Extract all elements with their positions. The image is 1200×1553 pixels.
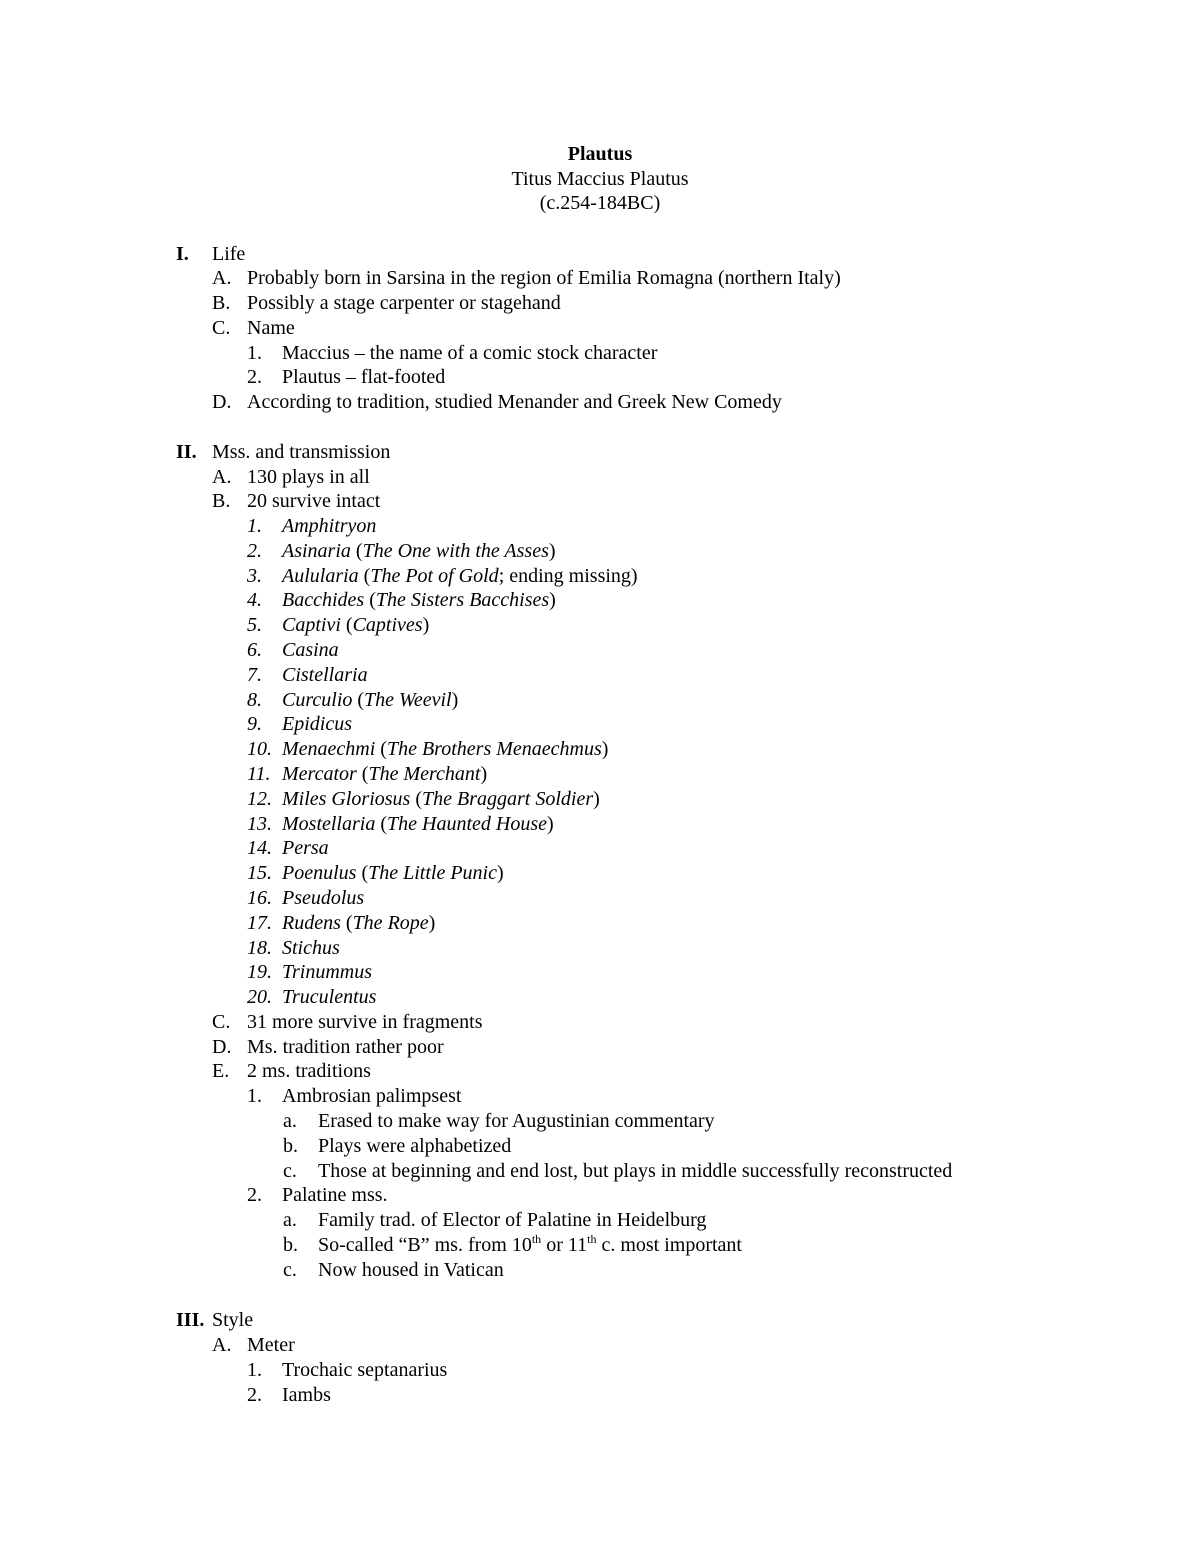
paren-open: ( — [356, 763, 369, 785]
play-number: 1. — [247, 515, 262, 537]
item-text — [318, 1233, 742, 1258]
play-translation: Captives — [352, 614, 423, 636]
item-text: Trochaic septanarius — [282, 1359, 448, 1381]
heading-text: Style — [212, 1309, 254, 1331]
play-title: Persa — [282, 837, 329, 859]
paren-close: ) — [601, 738, 609, 760]
item-label: A. — [212, 267, 232, 289]
play-number: 4. — [247, 589, 262, 611]
paren-open: ( — [358, 565, 371, 587]
ordinal-suffix: th — [587, 1232, 597, 1246]
play-text — [282, 861, 504, 886]
play-title: Curculio — [282, 689, 353, 711]
text-part: or 11 — [541, 1234, 588, 1256]
heading-text: Mss. and transmission — [212, 441, 391, 463]
item-text: 130 plays in all — [247, 466, 370, 488]
play-title: Cistellaria — [282, 664, 368, 686]
play-number: 11. — [247, 763, 271, 785]
play-title: Rudens — [282, 912, 341, 934]
play-number: 5. — [247, 614, 262, 636]
document-dates: (c.254-184BC) — [539, 192, 661, 214]
item-label: B. — [212, 490, 231, 512]
play-translation: The Merchant — [368, 763, 481, 785]
play-number: 9. — [247, 713, 262, 735]
paren-open: ( — [350, 540, 363, 562]
paren-open: ( — [356, 862, 369, 884]
paren-open: ( — [410, 788, 423, 810]
play-number: 12. — [247, 788, 272, 810]
play-number: 17. — [247, 912, 272, 934]
play-number: 14. — [247, 837, 272, 859]
item-text: Family trad. of Elector of Palatine in Heidelburg — [318, 1209, 707, 1231]
item-label: D. — [212, 391, 232, 413]
play-text — [282, 613, 429, 638]
roman-numeral: III. — [176, 1309, 205, 1331]
play-title: Epidicus — [282, 713, 352, 735]
play-text — [282, 688, 458, 713]
item-text: Possibly a stage carpenter or stagehand — [247, 292, 561, 314]
play-text — [282, 936, 340, 961]
play-text — [282, 588, 556, 613]
item-text: Now housed in Vatican — [318, 1259, 504, 1281]
item-label: A. — [212, 1334, 232, 1356]
item-text: Plays were alphabetized — [318, 1135, 512, 1157]
play-number: 6. — [247, 639, 262, 661]
item-label: 2. — [247, 1184, 262, 1206]
play-title: Mercator — [282, 763, 357, 785]
paren-close: ) — [548, 540, 556, 562]
paren-close: ) — [451, 689, 459, 711]
play-title: Trinummus — [282, 961, 373, 983]
paren-open: ( — [340, 912, 353, 934]
play-text — [282, 663, 368, 688]
item-label: 2. — [247, 366, 262, 388]
item-label: a. — [283, 1110, 297, 1132]
paren-open: ( — [352, 689, 365, 711]
item-label: C. — [212, 1011, 231, 1033]
paren-open: ( — [340, 614, 353, 636]
ordinal-suffix: th — [531, 1232, 542, 1246]
play-title: Amphitryon — [282, 515, 377, 537]
paren-close: ) — [422, 614, 430, 636]
play-number: 20. — [247, 986, 272, 1008]
play-title: Truculentus — [282, 986, 377, 1008]
paren-close: ) — [549, 589, 556, 611]
item-label: C. — [212, 317, 231, 339]
heading-text: Life — [212, 243, 246, 265]
item-text: 2 ms. traditions — [247, 1060, 371, 1082]
play-title: Captivi — [282, 614, 341, 636]
play-translation: The Sisters Bacchises — [375, 589, 550, 611]
play-title: Casina — [282, 639, 339, 661]
play-title: Aulularia — [282, 565, 359, 587]
play-text — [282, 886, 364, 911]
item-text: Ms. tradition rather poor — [247, 1036, 444, 1058]
play-title: Bacchides — [282, 589, 365, 611]
play-text — [282, 985, 376, 1010]
paren-close: ) — [547, 813, 554, 835]
play-text — [282, 564, 638, 589]
item-label: 2. — [247, 1384, 262, 1406]
play-number: 19. — [247, 961, 272, 983]
play-translation: The Haunted House — [387, 813, 547, 835]
item-label: 1. — [247, 1359, 262, 1381]
item-label: 1. — [247, 1085, 262, 1107]
play-number: 2. — [247, 540, 262, 562]
item-label: c. — [283, 1259, 297, 1281]
play-title: Pseudolus — [282, 887, 365, 909]
play-title: Mostellaria — [282, 813, 376, 835]
play-number: 3. — [247, 565, 262, 587]
item-label: E. — [212, 1060, 230, 1082]
roman-numeral: II. — [176, 441, 197, 463]
text-part: So-called “B” ms. from 10 — [318, 1234, 532, 1256]
item-label: A. — [212, 466, 232, 488]
play-translation: The Rope — [352, 912, 429, 934]
paren-close: ; ending missing) — [498, 565, 638, 587]
item-text: Erased to make way for Augustinian commentary — [318, 1110, 715, 1132]
play-number: 13. — [247, 813, 272, 835]
item-text: Meter — [247, 1334, 295, 1356]
play-translation: The One with the Asses — [362, 540, 549, 562]
document-subtitle: Titus Maccius Plautus — [511, 168, 689, 190]
play-text — [282, 911, 435, 936]
item-text: 31 more survive in fragments — [247, 1011, 483, 1033]
item-label: 1. — [247, 342, 262, 364]
play-translation: The Weevil — [364, 689, 452, 711]
play-text — [282, 787, 600, 812]
item-label: a. — [283, 1209, 297, 1231]
play-text — [282, 762, 487, 787]
item-text: Those at beginning and end lost, but plays in middle successfully reconstructed — [318, 1160, 953, 1182]
play-title: Menaechmi — [282, 738, 376, 760]
play-translation: The Pot of Gold — [370, 565, 499, 587]
play-number: 10. — [247, 738, 272, 760]
paren-open: ( — [375, 813, 388, 835]
document-title: Plautus — [567, 143, 633, 165]
play-text — [282, 638, 339, 663]
play-number: 18. — [247, 937, 272, 959]
item-label: b. — [283, 1135, 298, 1157]
play-title: Stichus — [282, 937, 340, 959]
paren-close: ) — [593, 788, 600, 810]
play-text — [282, 737, 608, 762]
item-text: Maccius – the name of a comic stock character — [282, 342, 658, 364]
play-text — [282, 960, 372, 985]
play-title: Miles Gloriosus — [282, 788, 411, 810]
paren-open: ( — [375, 738, 387, 760]
play-text — [282, 812, 554, 837]
item-text: Iambs — [282, 1384, 331, 1406]
play-number: 8. — [247, 689, 262, 711]
item-text: Probably born in Sarsina in the region of Emilia Romagna (northern Italy) — [247, 267, 841, 289]
play-number: 7. — [247, 664, 262, 686]
play-translation: The Braggart Soldier — [422, 788, 594, 810]
item-text: Name — [247, 317, 295, 339]
item-label: D. — [212, 1036, 232, 1058]
text-part: c. most important — [596, 1234, 742, 1256]
play-translation: The Brothers Menaechmus — [386, 738, 602, 760]
play-text — [282, 539, 556, 564]
item-label: B. — [212, 292, 231, 314]
item-text: According to tradition, studied Menander and Greek New Comedy — [247, 391, 782, 413]
paren-open: ( — [364, 589, 376, 611]
item-label: b. — [283, 1234, 298, 1256]
play-title: Asinaria — [282, 540, 351, 562]
play-translation: The Little Punic — [368, 862, 497, 884]
play-number: 16. — [247, 887, 272, 909]
paren-close: ) — [428, 912, 436, 934]
item-text: Plautus – flat-footed — [282, 366, 446, 388]
item-text: 20 survive intact — [247, 490, 381, 512]
item-text: Palatine mss. — [282, 1184, 388, 1206]
play-text — [282, 712, 352, 737]
item-label: c. — [283, 1160, 297, 1182]
roman-numeral: I. — [176, 243, 189, 265]
play-title: Poenulus — [282, 862, 357, 884]
play-text — [282, 836, 329, 861]
play-text — [282, 514, 376, 539]
paren-close: ) — [480, 763, 488, 785]
paren-close: ) — [497, 862, 504, 884]
play-number: 15. — [247, 862, 272, 884]
item-text: Ambrosian palimpsest — [282, 1085, 462, 1107]
